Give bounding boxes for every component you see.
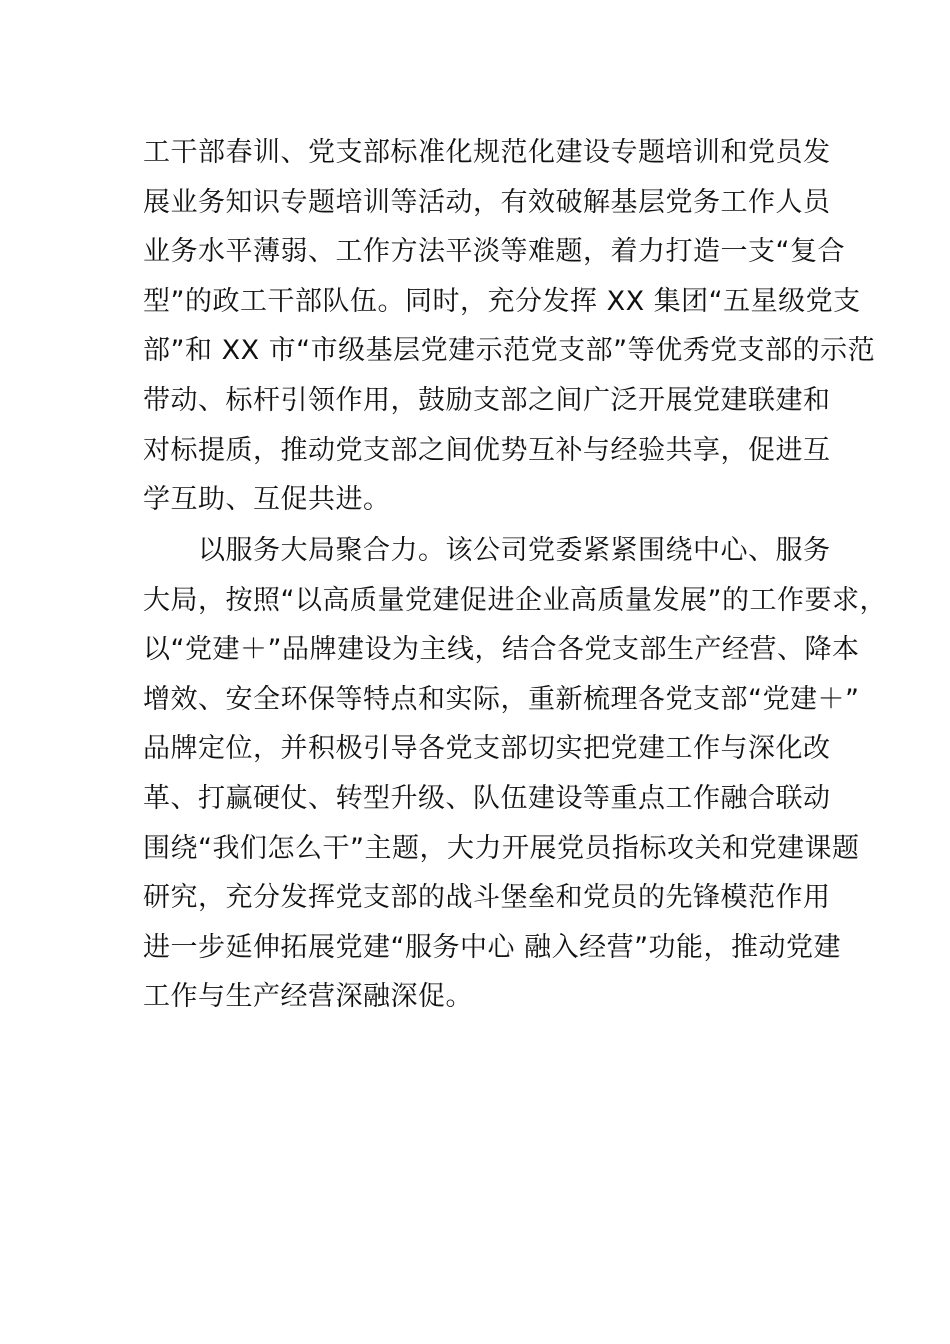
- text-line: 型”的政工干部队伍。同时，充分发挥 XX 集团“五星级党支: [143, 285, 861, 317]
- text-line: 研究，充分发挥党支部的战斗堡垒和党员的先锋模范作用: [143, 882, 831, 914]
- text-line: 以“党建＋”品牌建设为主线，结合各党支部生产经营、降本: [143, 634, 860, 666]
- text-line: 围绕“我们怎么干”主题，大力开展党员指标攻关和党建课题: [143, 832, 860, 864]
- paragraph-serve-overall: [143, 526, 887, 1022]
- text-line: 带动、标杆引领作用，鼓励支部之间广泛开展党建联建和: [143, 384, 831, 416]
- text-line: 学互助、互促共进。: [143, 484, 391, 516]
- text-line: 工作与生产经营深融深促。: [143, 981, 473, 1013]
- text-line: 以服务大局聚合力。该公司党委紧紧围绕中心、服务: [143, 535, 831, 566]
- text-line: 品牌定位，并积极引导各党支部切实把党建工作与深化改: [143, 733, 831, 765]
- text-line: 进一步延伸拓展党建“服务中心 融入经营”功能，推动党建: [143, 931, 842, 963]
- text-line: 大局，按照“以高质量党建促进企业高质量发展”的工作要求，: [143, 584, 887, 616]
- text-line: 展业务知识专题培训等活动，有效破解基层党务工作人员: [143, 186, 831, 218]
- text-line: 革、打赢硬仗、转型升级、队伍建设等重点工作融合联动: [143, 782, 831, 814]
- paragraph-continued: [143, 128, 876, 525]
- text-line: 部”和 XX 市“市级基层党建示范党支部”等优秀党支部的示范: [143, 335, 876, 367]
- text-line: 对标提质，推动党支部之间优势互补与经验共享，促进互: [143, 434, 831, 466]
- text-line: 增效、安全环保等特点和实际，重新梳理各党支部“党建＋”: [143, 683, 860, 715]
- text-line: 工干部春训、党支部标准化规范化建设专题培训和党员发: [143, 137, 831, 168]
- text-line: 业务水平薄弱、工作方法平淡等难题，着力打造一支“复合: [143, 236, 845, 268]
